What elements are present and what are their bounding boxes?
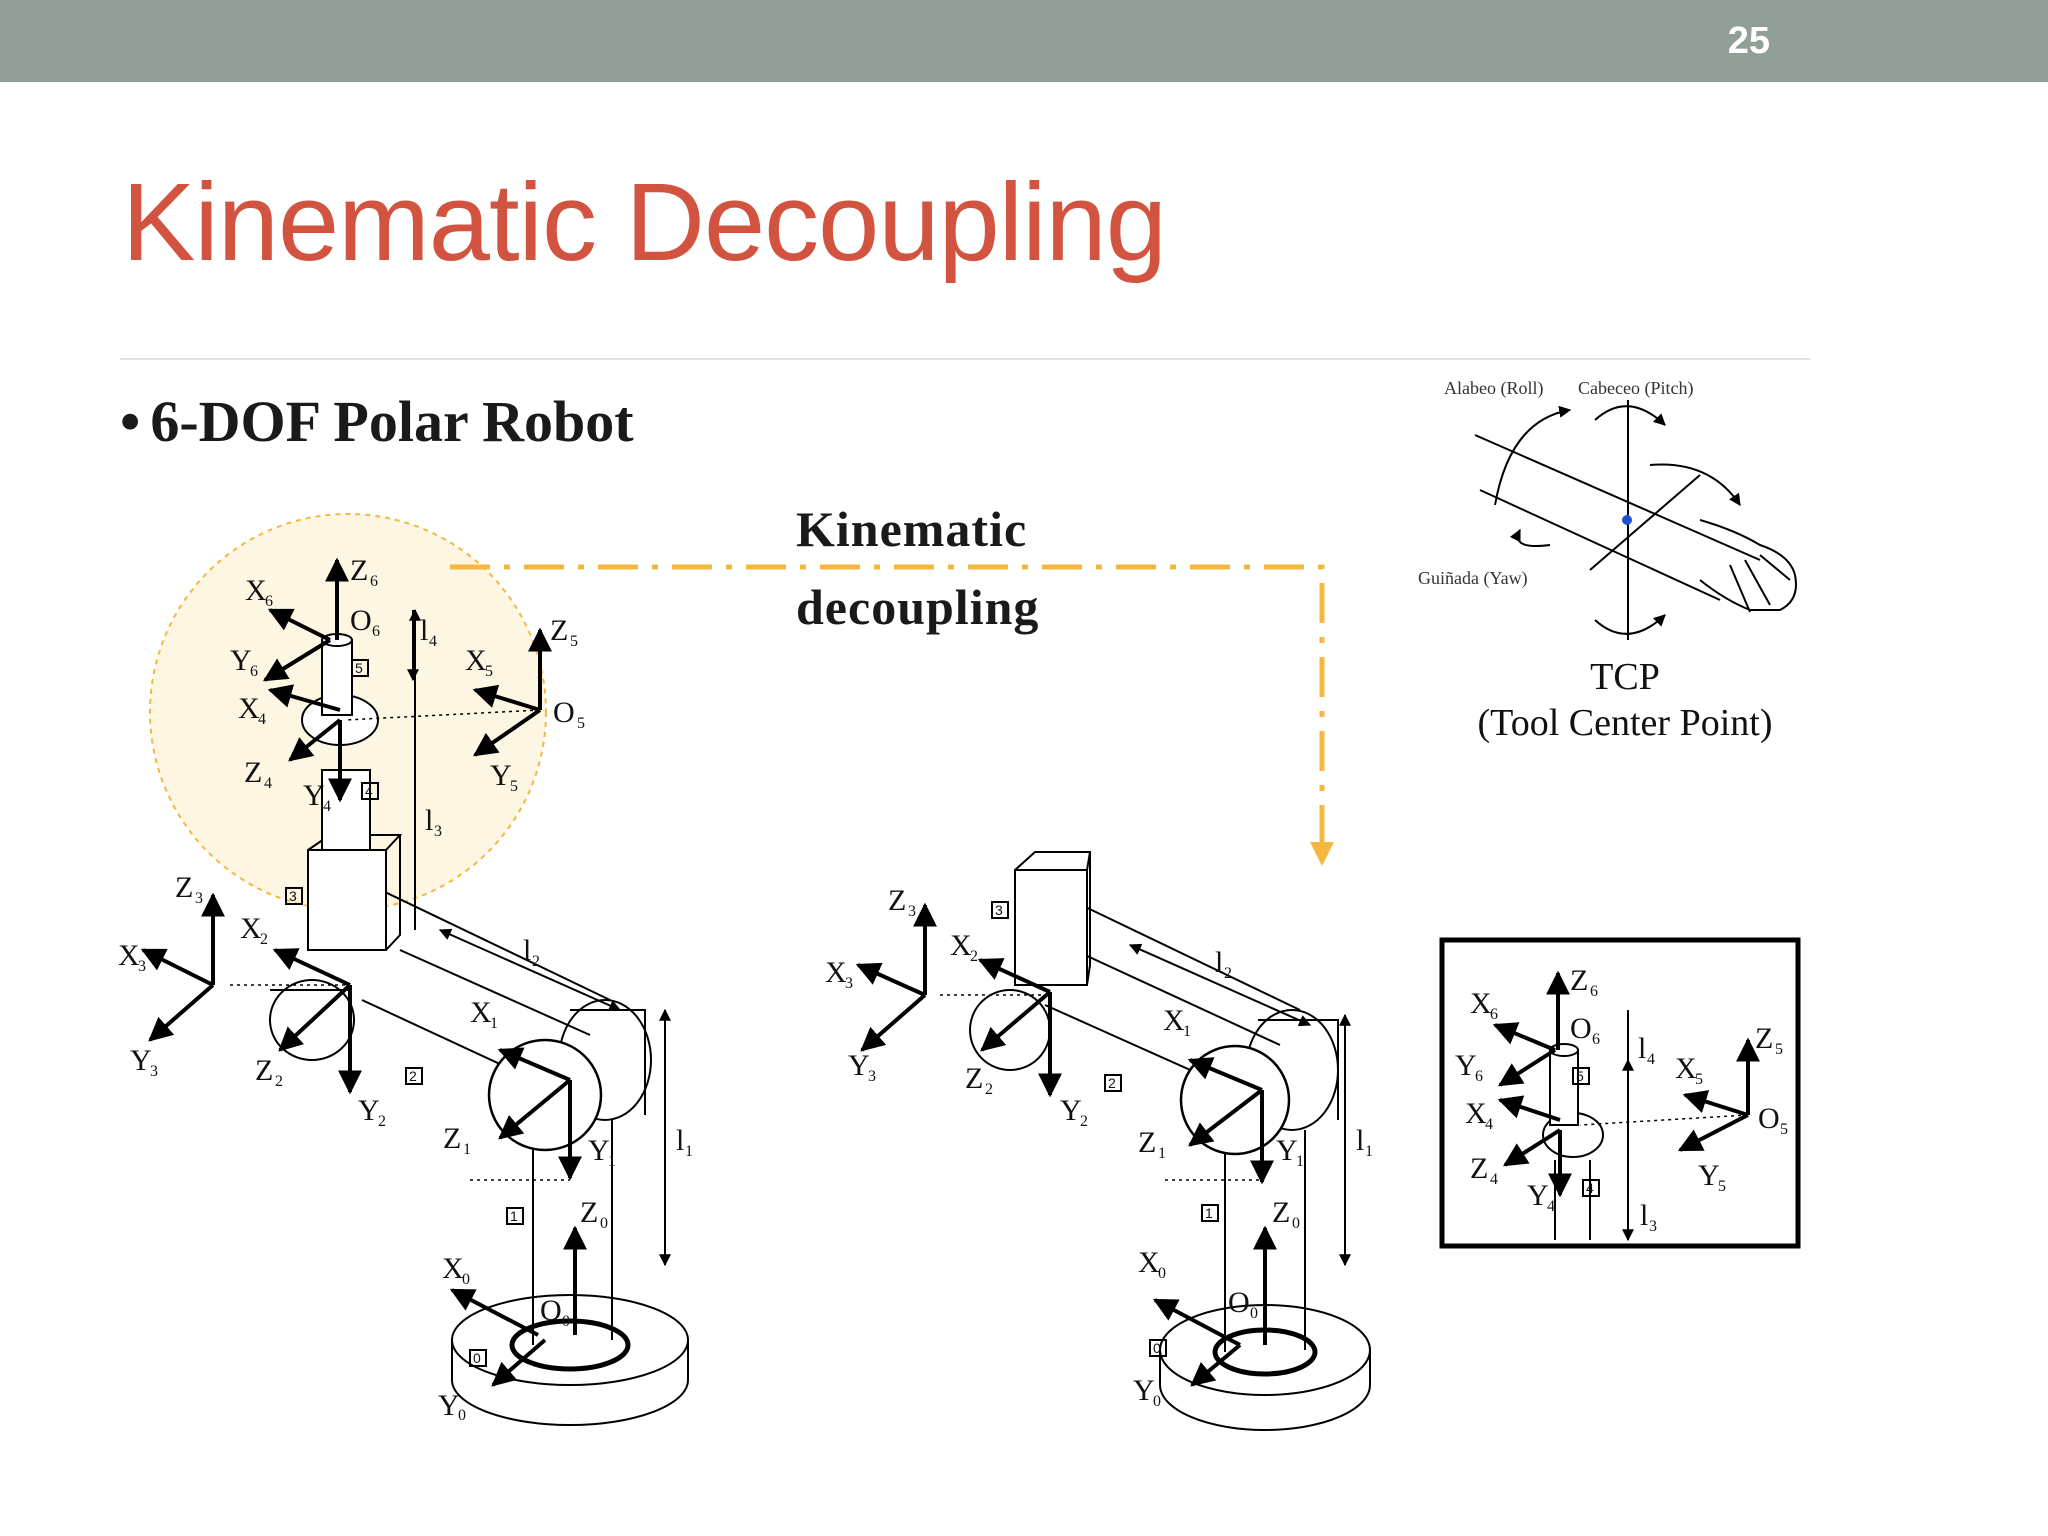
svg-text:5: 5 (570, 633, 578, 650)
left-z5-label: Z (550, 614, 569, 647)
svg-text:1: 1 (685, 1143, 693, 1160)
bullet-text: 6-DOF Polar Robot (150, 389, 634, 454)
svg-text:0: 0 (1158, 1265, 1166, 1282)
inset-x6-label: X (1470, 987, 1492, 1020)
svg-text:4: 4 (1647, 1051, 1655, 1068)
left-x0-label: X (442, 1252, 464, 1285)
tcp-point (1622, 515, 1632, 525)
svg-text:3: 3 (1649, 1218, 1657, 1235)
right-x3-label: X (825, 956, 847, 989)
right-y3-label: Y (848, 1049, 870, 1082)
roll-label: Alabeo (Roll) (1444, 378, 1544, 398)
svg-text:3: 3 (434, 823, 442, 840)
svg-text:3: 3 (138, 958, 146, 975)
svg-text:1: 1 (1158, 1145, 1166, 1162)
inset-z5-label: Z (1755, 1022, 1774, 1055)
right-link-1: 1 (1205, 1205, 1213, 1221)
right-x2-label: X (950, 929, 972, 962)
inset-o6-label: O (1570, 1012, 1592, 1045)
left-x5-label: X (465, 644, 487, 677)
right-y0-label: Y (1133, 1374, 1155, 1407)
svg-text:0: 0 (1292, 1215, 1300, 1232)
inset-x4-label: X (1465, 1097, 1487, 1130)
inset-o5-label: O (1758, 1102, 1780, 1135)
left-y1-label: Y (588, 1134, 610, 1167)
tcp-title: TCP (1590, 656, 1660, 698)
left-link-3: 3 (289, 888, 297, 904)
svg-text:6: 6 (1590, 983, 1598, 1000)
left-y0-label: Y (438, 1389, 460, 1422)
left-y3-label: Y (130, 1044, 152, 1077)
svg-text:0: 0 (562, 1313, 570, 1330)
svg-text:2: 2 (1080, 1113, 1088, 1130)
wrist-inset (1442, 940, 1798, 1246)
svg-text:3: 3 (195, 890, 203, 907)
right-x1-label: X (1163, 1004, 1185, 1037)
left-link-4: 4 (365, 783, 373, 799)
svg-text:3: 3 (908, 903, 916, 920)
svg-text:3: 3 (845, 975, 853, 992)
svg-text:5: 5 (1695, 1071, 1703, 1088)
left-y2-label: Y (358, 1094, 380, 1127)
svg-text:6: 6 (250, 663, 258, 680)
svg-text:5: 5 (1718, 1178, 1726, 1195)
svg-text:6: 6 (265, 593, 273, 610)
inset-l4-label: l (1638, 1032, 1647, 1065)
right-l2-label: l (1215, 946, 1224, 979)
left-y5-label: Y (490, 759, 512, 792)
left-o6-label: O (350, 604, 372, 637)
right-z1-label: Z (1138, 1126, 1157, 1159)
svg-text:0: 0 (1250, 1305, 1258, 1322)
left-x1-label: X (470, 996, 492, 1029)
svg-text:6: 6 (1475, 1068, 1483, 1085)
left-l3-label: l (425, 804, 434, 837)
yaw-label: Guiñada (Yaw) (1418, 568, 1528, 588)
bullet-marker: • (120, 389, 141, 454)
left-x6-label: X (245, 574, 267, 607)
right-o0-label: O (1228, 1286, 1250, 1319)
svg-text:4: 4 (1547, 1198, 1555, 1215)
inset-link-5: 5 (1576, 1068, 1584, 1084)
right-y1-label: Y (1276, 1134, 1298, 1167)
left-o5-label: O (553, 696, 575, 729)
inset-z4-label: Z (1470, 1152, 1489, 1185)
svg-text:0: 0 (458, 1407, 466, 1424)
svg-text:5: 5 (577, 715, 585, 732)
pitch-label: Cabeceo (Pitch) (1578, 378, 1694, 398)
right-link-2: 2 (1108, 1075, 1116, 1091)
left-z1-label: Z (443, 1122, 462, 1155)
inset-link-4: 4 (1586, 1180, 1594, 1196)
left-z3-label: Z (175, 871, 194, 904)
inset-y5-label: Y (1698, 1159, 1720, 1192)
annotation-line-1: Kinematic (796, 501, 1028, 557)
svg-text:5: 5 (510, 778, 518, 795)
right-l1-label: l (1356, 1124, 1365, 1157)
svg-text:0: 0 (1153, 1393, 1161, 1410)
svg-text:1: 1 (1365, 1143, 1373, 1160)
svg-text:4: 4 (264, 775, 272, 792)
inset-l3-label: l (1640, 1199, 1649, 1232)
svg-text:0: 0 (462, 1271, 470, 1288)
svg-text:0: 0 (600, 1215, 608, 1232)
svg-text:5: 5 (1780, 1121, 1788, 1138)
left-y6-label: Y (230, 644, 252, 677)
svg-text:1: 1 (608, 1153, 616, 1170)
svg-text:2: 2 (985, 1081, 993, 1098)
right-z0-label: Z (1272, 1196, 1291, 1229)
right-x0-label: X (1138, 1246, 1160, 1279)
left-x4-label: X (238, 692, 260, 725)
left-link-1: 1 (510, 1208, 518, 1224)
svg-text:4: 4 (323, 798, 331, 815)
slide-number: 25 (1727, 20, 1770, 62)
left-z0-label: Z (580, 1196, 599, 1229)
svg-text:5: 5 (485, 663, 493, 680)
svg-text:6: 6 (370, 573, 378, 590)
decoupling-arrowhead (1310, 842, 1334, 866)
inset-z6-label: Z (1570, 964, 1589, 997)
inset-x5-label: X (1675, 1052, 1697, 1085)
right-link-3: 3 (995, 902, 1003, 918)
left-x2-label: X (240, 912, 262, 945)
svg-text:4: 4 (1490, 1171, 1498, 1188)
svg-text:1: 1 (1296, 1153, 1304, 1170)
svg-text:2: 2 (378, 1113, 386, 1130)
left-z2-label: Z (255, 1054, 274, 1087)
left-o0-label: O (540, 1294, 562, 1327)
left-link-5: 5 (355, 660, 363, 676)
svg-text:6: 6 (372, 623, 380, 640)
right-link-0: 0 (1153, 1340, 1161, 1356)
tcp-subtitle: (Tool Center Point) (1477, 702, 1773, 744)
left-l4-label: l (420, 614, 429, 647)
decoupling-arrow (450, 567, 1322, 855)
left-link-0: 0 (473, 1350, 481, 1366)
svg-text:2: 2 (532, 953, 540, 970)
left-x3-label: X (118, 939, 140, 972)
left-link-2: 2 (409, 1068, 417, 1084)
svg-text:3: 3 (868, 1068, 876, 1085)
svg-text:1: 1 (490, 1015, 498, 1032)
left-l1-label: l (676, 1124, 685, 1157)
svg-text:4: 4 (258, 711, 266, 728)
left-z4-label: Z (244, 756, 263, 789)
right-z2-label: Z (965, 1062, 984, 1095)
left-l2-label: l (523, 934, 532, 967)
svg-text:5: 5 (1775, 1041, 1783, 1058)
right-y2-label: Y (1060, 1094, 1082, 1127)
svg-text:2: 2 (275, 1073, 283, 1090)
right-z3-label: Z (888, 884, 907, 917)
svg-text:4: 4 (429, 633, 437, 650)
svg-text:2: 2 (970, 948, 978, 965)
inset-y6-label: Y (1455, 1049, 1477, 1082)
left-z6-label: Z (350, 554, 369, 587)
svg-text:1: 1 (463, 1141, 471, 1158)
svg-text:2: 2 (1224, 965, 1232, 982)
annotation-line-2: decoupling (796, 579, 1040, 635)
tcp-hand-illustration (1475, 400, 1796, 640)
slide-title: Kinematic Decoupling (122, 161, 1166, 284)
svg-text:3: 3 (150, 1063, 158, 1080)
svg-text:2: 2 (260, 931, 268, 948)
svg-text:4: 4 (1485, 1116, 1493, 1133)
svg-text:6: 6 (1490, 1006, 1498, 1023)
inset-y4-label: Y (1527, 1179, 1549, 1212)
svg-text:6: 6 (1592, 1031, 1600, 1048)
left-y4-label: Y (303, 779, 325, 812)
svg-text:1: 1 (1183, 1023, 1191, 1040)
